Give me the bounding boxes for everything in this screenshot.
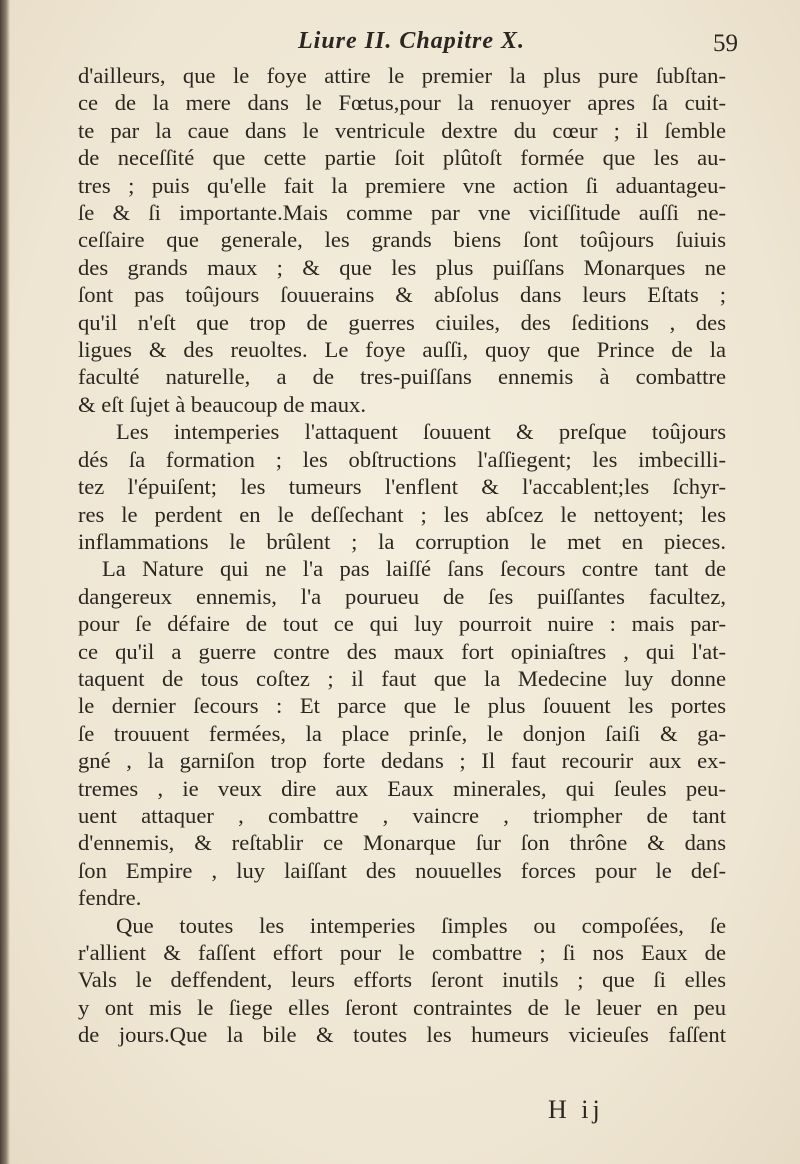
text-line: dés ſa formation ; les obſtructions l'aſſiegent; les imbecilli- [78,446,726,472]
text-line: tez l'épuiſent; les tumeurs l'enflent & l'accablent;les ſchyr- [78,474,726,500]
text-line: r'allient & faſſent effort pour le combattre ; ſi nos Eaux de [78,940,726,965]
text-line: te par la caue dans le ventricule dextre du cœur ; il ſemble [78,117,726,143]
text-line: d'ailleurs, que le foye attire le premier la plus pure ſubſtan- [78,63,726,88]
text-line: ſe trouuent fermées, la place prinſe, le donjon ſaiſi & ga- [78,720,726,746]
text-line: & eſt ſujet à beaucoup de maux. [78,391,366,417]
text-line: Que toutes les intemperies ſimples ou compoſées, ſe [116,912,726,938]
text-line: ligues & des reuoltes. Le foye auſſi, quoy que Prince de la [78,337,726,363]
signature-mark: H ij [548,1095,604,1124]
text-line: gné , la garniſon trop forte dedans ; Il faut recourir aux ex- [78,748,726,774]
page-number: 59 [713,30,738,57]
text-line: La Nature qui ne l'a pas laiſſé ſans ſecours contre tant de [102,556,726,582]
text-line: ceſſaire que generale, les grands biens ſont toûjours ſuiuis [78,227,726,253]
text-line: pour ſe défaire de tout ce qui luy pourroit nuire : mais par- [78,611,726,637]
text-line: Vals le deffendent, leurs efforts ſeront inutils ; que ſi elles [78,967,726,993]
text-line: faculté naturelle, a de tres-puiſſans ennemis à combattre [78,364,726,390]
text-line: des grands maux ; & que les plus puiſſans Monarques ne [78,254,726,280]
text-line: uent attaquer , combattre , vaincre , triompher de tant [78,802,726,828]
text-line: ſon Empire , luy laiſſant des nouuelles forces pour le deſ- [78,857,726,883]
text-line: y ont mis le ſiege elles ſeront contraintes de le leuer en peu [78,994,726,1020]
running-head: Liure II. Chapitre X. [298,28,526,54]
text-line: de neceſſité que cette partie ſoit plûtoſt formée que les au- [78,145,726,171]
text-line: Les intemperies l'attaquent ſouuent & preſque toûjours [116,419,726,445]
binding-edge [0,0,10,1164]
text-line: res le perdent en le deſſechant ; les abſcez le nettoyent; les [78,501,726,527]
text-line: dangereux ennemis, l'a pourueu de ſes puiſſantes facultez, [78,583,726,609]
text-line: tremes , ie veux dire aux Eaux minerales, qui ſeules peu- [78,775,726,801]
text-line: de jours.Que la bile & toutes les humeurs vicieuſes faſſent [78,1022,726,1048]
page-header [0,24,800,64]
text-line: ce qu'il a guerre contre des maux fort opiniaſtres , qui l'at- [78,638,726,664]
text-line: inflammations le brûlent ; la corruption le met en pieces. [78,528,726,554]
text-line: tres ; puis qu'elle fait la premiere vne action ſi aduantageu- [78,172,726,198]
text-line: ſe & ſi importante.Mais comme par vne viciſſitude auſſi ne- [78,200,726,226]
body-text [78,62,726,1049]
text-line: ce de la mere dans le Fœtus,pour la renuoyer apres ſa cuit- [78,90,726,116]
text-line: fendre. [78,885,142,911]
text-line: ſont pas toûjours ſouuerains & abſolus dans leurs Eſtats ; [78,282,726,308]
text-line: taquent de tous coſtez ; il faut que la Medecine luy donne [78,665,726,691]
text-line: le dernier ſecours : Et parce que le plus ſouuent les portes [78,693,726,719]
text-line: d'ennemis, & reſtablir ce Monarque ſur ſon thrône & dans [78,830,726,856]
text-line: qu'il n'eſt que trop de guerres ciuiles, des ſeditions , des [78,309,726,335]
